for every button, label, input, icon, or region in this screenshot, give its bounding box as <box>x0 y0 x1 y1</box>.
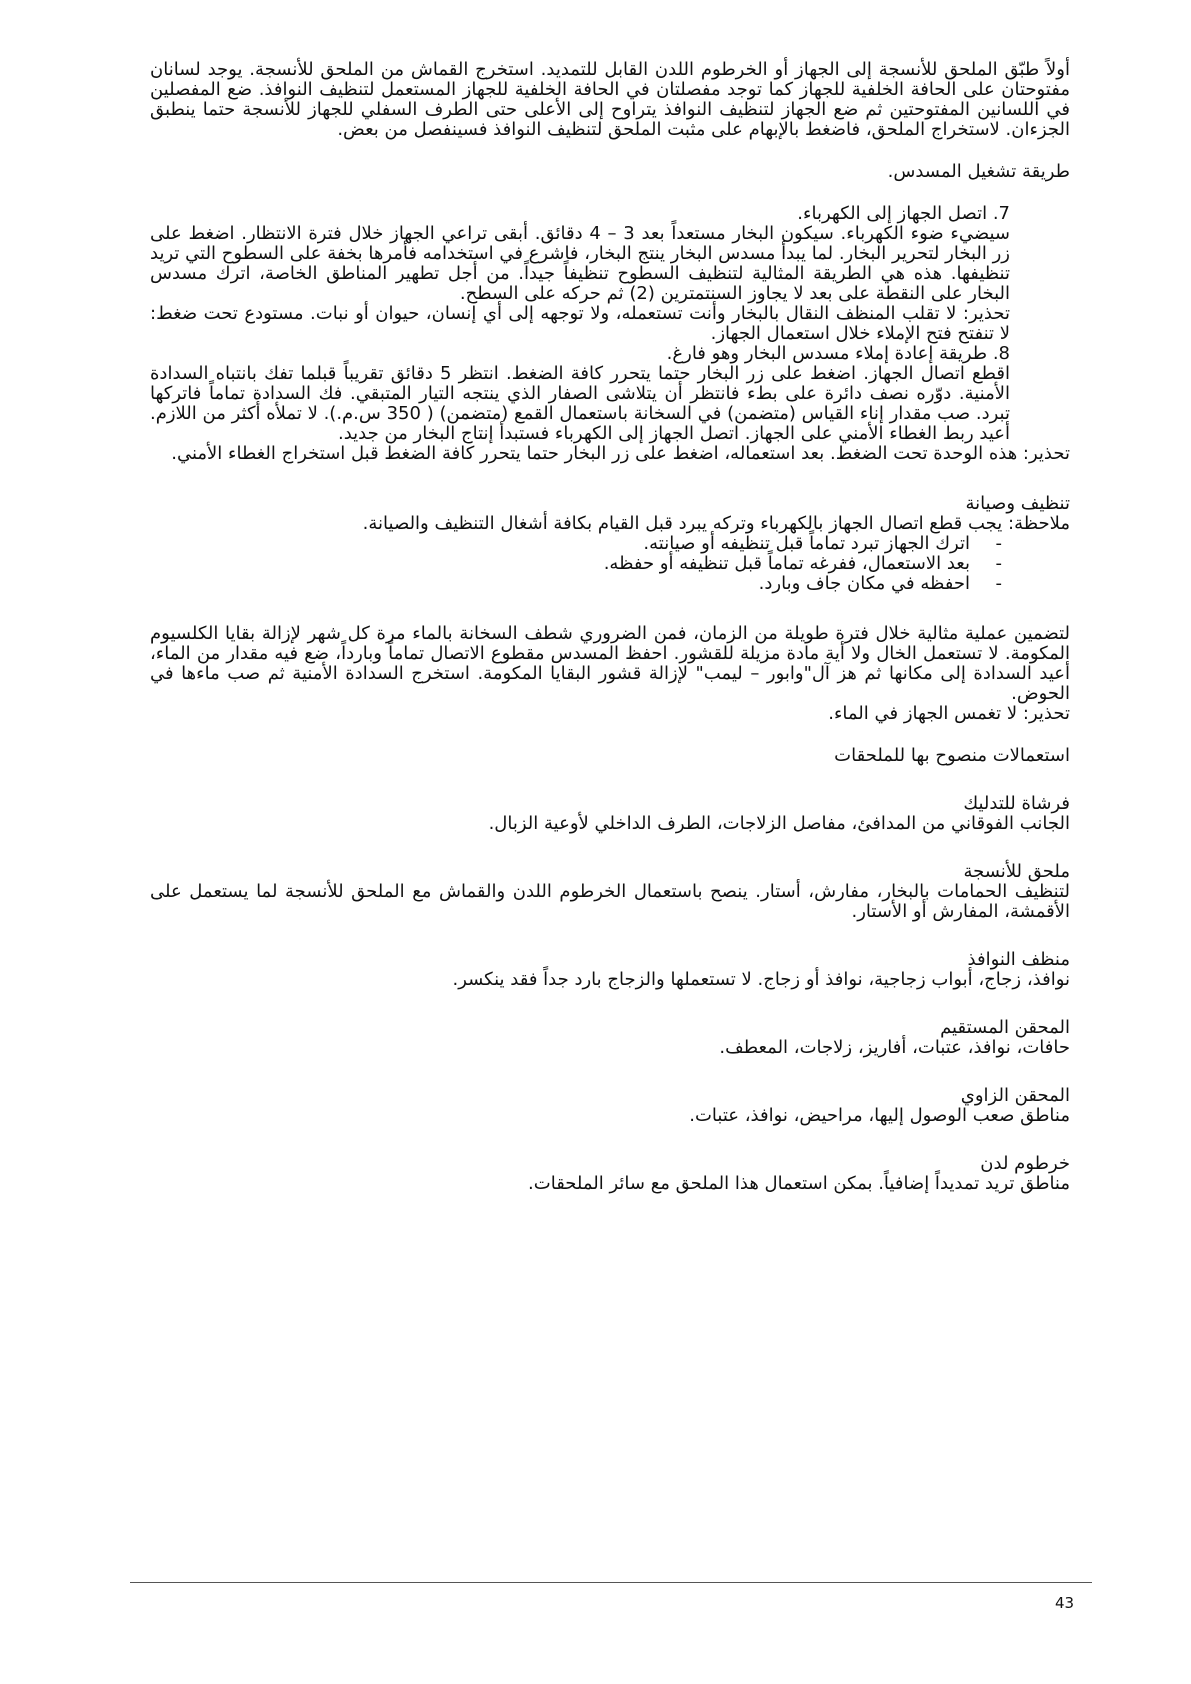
intro-paragraph: أولاً طبّق الملحق للأنسجة إلى الجهاز أو الخرطوم اللدن القابل للتمديد. استخرج القماش من الملحق للأنسجة. يوجد لسانان مفتوحتان على الحافة الخلفية للجهاز كما توجد مفصلتان في الحافة الخلفية للجهاز المستعمل لتنظيف النوافذ. ضع المفصلين في اللسانين المفتوحتين ثم ضع الجهاز لتنظيف النوافذ يتراوح إلى الأعلى حتى الطرف السفلي للجهاز للأنسجة حتما ينطبق الجزءان. لاستخراج الملحق، فاضغط بالإبهام على مثبت الملحق لتنظيف النوافذ فسينفصل من بعض. <box>150 59 1070 140</box>
accessory-use: حافات، نوافذ، عتبات، أفاريز، زلاجات، المعطف. <box>719 1037 1070 1058</box>
accessory-name: المحقن الزاوي <box>960 1085 1070 1106</box>
accessory-block <box>150 794 1070 834</box>
accessory-name: المحقن المستقيم <box>940 1017 1070 1038</box>
accessory-name: ملحق للأنسجة <box>963 861 1070 882</box>
accessory-use: الجانب الفوقاني من المدافئ، مفاصل الزلاجات، الطرف الداخلي لأوعية الزبال. <box>488 813 1070 834</box>
bullet-text: بعد الاستعمال، ففرغه تماماً قبل تنظيفه أو حفظه. <box>603 553 970 574</box>
step-7-warning: تحذير: لا تقلب المنظف النقال بالبخار وأنت تستعمله، ولا توجهه إلى أي إنسان، حيوان أو نبات. مستودع تحت ضغط: لا تنفتح فتح الإملاء خلال استعمال الجهاز. <box>150 303 1010 344</box>
list-item <box>150 554 1070 574</box>
accessory-block <box>150 862 1070 922</box>
accessory-block <box>150 1086 1070 1126</box>
accessory-name: منظف النوافذ <box>967 949 1070 970</box>
list-item <box>150 574 1070 594</box>
step-8-body: اقطع اتصال الجهاز. اضغط على زر البخار حتما يتحرر كافة الضغط. انتظر 5 دقائق تقريباً قبلما تفك بانتباه السدادة الأمنية. دوّره نصف دائرة على بطء فانتظر أن يتلاشى الصفار الذي ينتجه التيار المتبقي. فك السدادة تماماً فاتركها تبرد. صب مقدار إناء القياس (متضمن) في السخانة باستعمال القمع (متضمن) ( 350 س.م.). لا تملأه أكثر من اللازم. أعيد ربط الغطاء الأمني على الجهاز. اتصل الجهاز إلى الكهرباء فستبدأ إنتاج البخار من جديد. <box>150 363 1010 444</box>
page-content <box>150 60 1070 1216</box>
accessory-use: نوافذ، زجاج، أبواب زجاجية، نوافذ أو زجاج. لا تستعملها والزجاج بارد جداً فقد ينكسر. <box>452 969 1070 990</box>
list-item <box>150 534 1070 554</box>
descaling-section <box>150 624 1070 724</box>
bullet-text: اترك الجهاز تبرد تماماً قبل تنظيفه أو صيانته. <box>643 533 970 554</box>
footer-divider <box>130 1582 1092 1583</box>
bullet-text: احفظه في مكان جاف وبارد. <box>758 573 970 594</box>
accessory-name: خرطوم لدن <box>980 1153 1070 1174</box>
bullet-marker: - <box>995 553 1002 574</box>
accessories-title: استعمالات منصوح بها للملحقات <box>834 745 1070 766</box>
operation-title: طريقة تشغيل المسدس. <box>887 161 1070 182</box>
accessory-use: مناطق تريد تمديداً إضافياً. بمكن استعمال هذا الملحق مع سائر الملحقات. <box>528 1173 1070 1194</box>
page-number: 43 <box>1055 1594 1075 1612</box>
accessory-use: لتنظيف الحمامات بالبخار، مفارش، أستار. ينصح باستعمال الخرطوم اللدن والقماش مع الملحق للأنسجة لما يستعمل على الأقمشة، المفارش أو الأستار. <box>150 881 1070 922</box>
step-7-heading: 7. اتصل الجهاز إلى الكهرباء. <box>797 203 1010 224</box>
accessory-block <box>150 1018 1070 1058</box>
step-7-body: سيضيء ضوء الكهرباء. سيكون البخار مستعداً بعد 3 – 4 دقائق. أبقى تراعي الجهاز خلال فترة الانتظار. اضغط على زر البخار لتحرير البخار. لما يبدأ مسدس البخار ينتج البخار، فاشرع في استخدامه فأمرها بخفة على السطوح التي تريد تنظيفها. هذه هي الطريقة المثالية لتنظيف السطوح تنظيفاً جيداً. من أجل تطهير المناطق الخاصة، اترك مسدس البخار على النقطة على بعد لا يجاوز السنتمترين (2) ثم حركه على السطح. <box>150 223 1010 304</box>
accessory-name: فرشاة للتدليك <box>963 793 1070 814</box>
step-7 <box>150 204 1070 344</box>
accessory-use: مناطق صعب الوصول إليها، مراحيض، نوافذ، عتبات. <box>689 1105 1070 1126</box>
cleaning-title: تنظيف وصيانة <box>965 493 1070 514</box>
cleaning-bullets <box>150 534 1070 594</box>
step-8-warning: تحذير: هذه الوحدة تحت الضغط. بعد استعماله، اضغط على زر البخار حتما يتحرر كافة الضغط قبل استخراج الغطاء الأمني. <box>171 443 1070 464</box>
step-8 <box>150 344 1070 464</box>
cleaning-section <box>150 494 1070 594</box>
descaling-warning: تحذير: لا تغمس الجهاز في الماء. <box>828 703 1070 724</box>
step-8-heading: 8. طريقة إعادة إملاء مسدس البخار وهو فارغ. <box>666 343 1010 364</box>
bullet-marker: - <box>995 573 1002 594</box>
accessory-block <box>150 950 1070 990</box>
descaling-paragraph: لتضمين عملية مثالية خلال فترة طويلة من الزمان، فمن الضروري شطف السخانة بالماء مرة كل شهر لإزالة بقايا الكلسيوم المكومة. لا تستعمل الخال ولا أية مادة مزيلة للقشور. احفظ المسدس مقطوع الاتصال تماماً وبارداً، ضع فيه مقدار من الماء، أعيد السدادة إلى مكانها ثم هز آل"وابور – ليمب" لإزالة قشور البقايا المكومة. استخرج السدادة الأمنية ثم صب ماءها في الحوض. <box>150 623 1070 704</box>
bullet-marker: - <box>995 533 1002 554</box>
cleaning-note: ملاحظة: يجب قطع اتصال الجهاز بالكهرباء وتركه يبرد قبل القيام بكافة أشغال التنظيف والصيانة. <box>362 513 1070 534</box>
accessory-block <box>150 1154 1070 1194</box>
